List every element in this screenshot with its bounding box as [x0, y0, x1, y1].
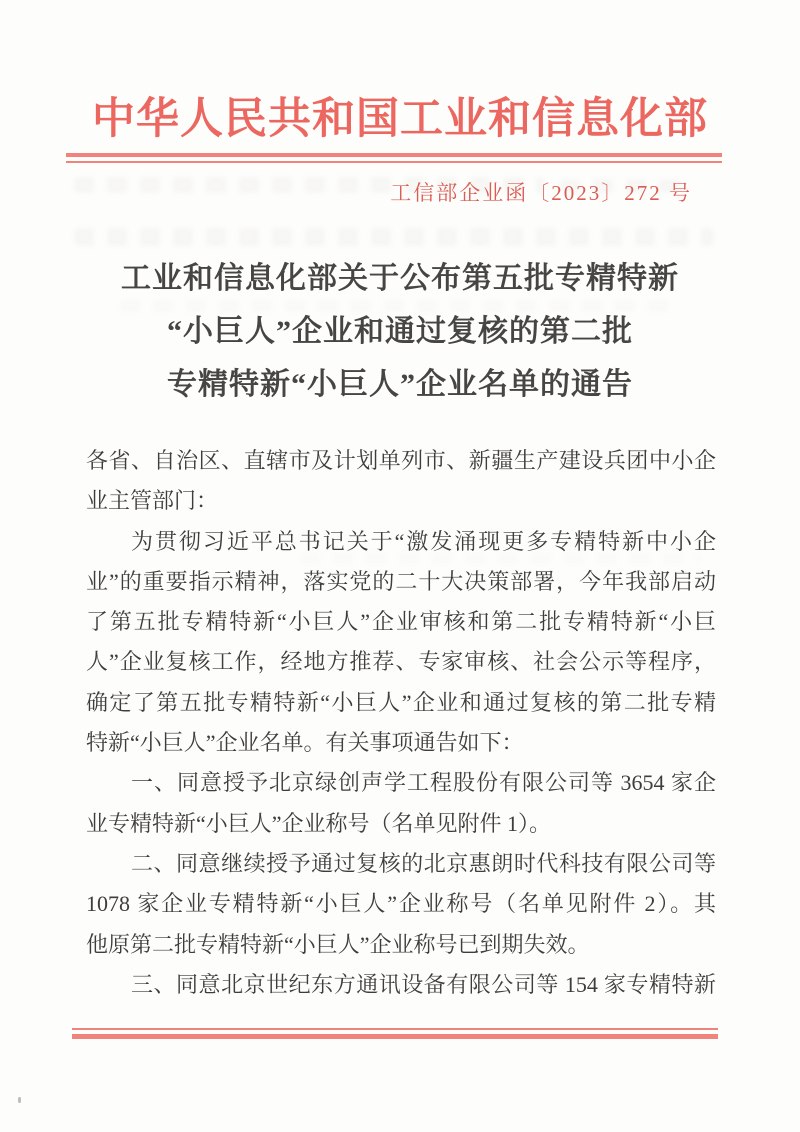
document-number: 工信部企业函〔2023〕272 号: [390, 181, 692, 205]
body-line: 特新“小巨人”企业名单。有关事项通告如下：: [86, 730, 524, 756]
header-rule-thick: [66, 153, 722, 157]
body-line: 业主管部门：: [86, 488, 219, 514]
body-line: 确定了第五批专精特新“小巨人”企业和通过复核的第二批专精: [86, 689, 716, 715]
document-body: [86, 441, 716, 1005]
title-line-1: 工业和信息化部关于公布第五批专精特新: [121, 262, 679, 295]
scan-speck: [18, 1097, 21, 1103]
body-line: 为贯彻习近平总书记关于“激发涌现更多专精特新中小企: [131, 528, 716, 554]
body-line: 业”的重要指示精神，落实党的二十大决策部署，今年我部启动: [86, 568, 716, 594]
body-line: 一、同意授予北京绿创声学工程股份有限公司等 3654 家企: [131, 770, 716, 796]
body-line: 业专精特新“小巨人”企业称号（名单见附件 1）。: [86, 810, 552, 836]
body-line: 三、同意北京世纪东方通讯设备有限公司等 154 家专精特新: [131, 971, 716, 997]
body-line: 1078 家企业专精特新“小巨人”企业称号（名单见附件 2）。其: [86, 891, 716, 917]
body-line: 他原第二批专精特新“小巨人”企业称号已到期失效。: [86, 931, 590, 957]
body-line: 各省、自治区、直辖市及计划单列市、新疆生产建设兵团中小企: [86, 448, 716, 473]
title-line-3: 专精特新“小巨人”企业名单的通告: [167, 368, 633, 401]
title-line-2: “小巨人”企业和通过复核的第二批: [167, 315, 633, 348]
bleedthrough-artifact: [74, 228, 714, 246]
ministry-letterhead: 中华人民共和国工业和信息化部: [92, 96, 708, 143]
document-title: [60, 252, 740, 411]
body-line: 了第五批专精特新“小巨人”企业审核和第二批专精特新“小巨: [86, 609, 716, 635]
footer-rule-thick: [72, 1034, 718, 1039]
footer-rule-thin: [72, 1028, 718, 1030]
header-rule-thin: [66, 161, 722, 163]
body-line: 二、同意继续授予通过复核的北京惠朗时代科技有限公司等: [131, 850, 716, 876]
body-line: 人”企业复核工作，经地方推荐、专家审核、社会公示等程序，: [86, 649, 716, 675]
